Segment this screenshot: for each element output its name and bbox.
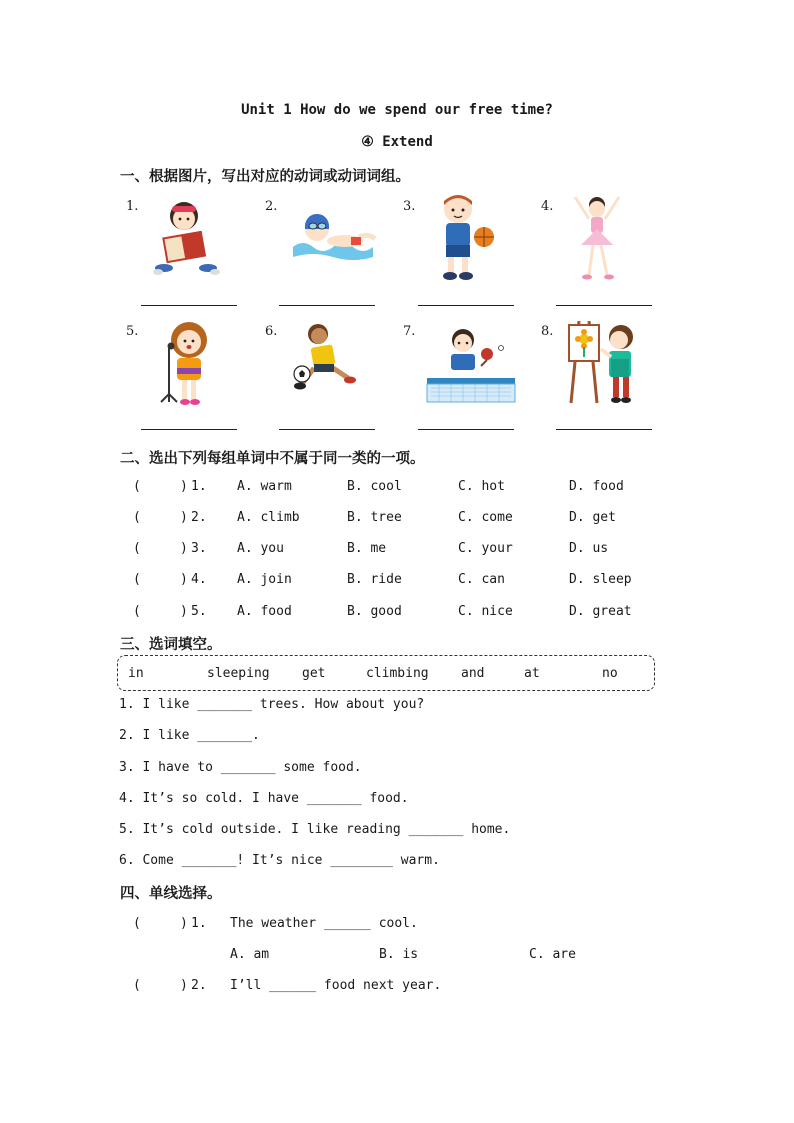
girl-reading-icon (150, 196, 224, 280)
option-c: C. hot (458, 479, 505, 494)
question-number: 3. (191, 541, 207, 556)
item-number: 8. (541, 324, 554, 339)
item-number: 2. (265, 199, 278, 214)
question-number: 4. (191, 572, 207, 587)
option-a: A. warm (237, 479, 292, 494)
option-b: B. me (347, 541, 387, 556)
word-option: and (461, 666, 485, 681)
question-number: 5. (191, 604, 207, 619)
page-title: Unit 1 How do we spend our free time? (241, 102, 553, 118)
answer-blank[interactable] (418, 429, 514, 430)
answer-blank[interactable] (418, 305, 514, 306)
fill-sentence[interactable]: 1. I like _______ trees. How about you? (119, 697, 425, 712)
answer-blank[interactable] (141, 305, 237, 306)
option-c: C. can (458, 572, 505, 587)
fill-sentence[interactable]: 2. I like _______. (119, 728, 260, 743)
word-bank (117, 655, 655, 691)
word-option: no (602, 666, 618, 681)
option-c: C. nice (458, 604, 513, 619)
fill-sentence[interactable]: 3. I have to _______ some food. (119, 760, 362, 775)
answer-blank[interactable] (141, 429, 237, 430)
question-number: 2. (191, 510, 207, 525)
section2-heading: 二、选出下列每组单词中不属于同一类的一项。 (120, 451, 425, 467)
word-option: at (524, 666, 540, 681)
fill-sentence[interactable]: 4. It’s so cold. I have _______ food. (119, 791, 409, 806)
question-stem: I’ll ______ food next year. (230, 978, 442, 993)
option-a: A. join (237, 572, 292, 587)
question-number: 1. (191, 479, 207, 494)
answer-bracket[interactable]: ( ) (133, 510, 188, 525)
fill-sentence[interactable]: 6. Come _______! It’s nice ________ warm. (119, 853, 440, 868)
question-stem: The weather ______ cool. (230, 916, 418, 931)
option-a: A. food (237, 604, 292, 619)
option-a: A. climb (237, 510, 300, 525)
answer-blank[interactable] (279, 305, 375, 306)
girl-singing-icon (149, 318, 221, 408)
item-number: 5. (126, 324, 139, 339)
question-number: 1. (191, 916, 207, 931)
page-subtitle: ④ Extend (361, 134, 433, 150)
boy-pingpong-icon (425, 326, 517, 408)
answer-blank[interactable] (556, 429, 652, 430)
answer-bracket[interactable]: ( ) (133, 916, 188, 931)
option-b: B. cool (347, 479, 402, 494)
word-option: in (128, 666, 144, 681)
question-number: 2. (191, 978, 207, 993)
option-a: A. you (237, 541, 284, 556)
word-option: sleeping (207, 666, 270, 681)
option-c: C. your (458, 541, 513, 556)
option-b: B. tree (347, 510, 402, 525)
answer-bracket[interactable]: ( ) (133, 978, 188, 993)
boy-swimming-icon (289, 207, 377, 265)
answer-bracket[interactable]: ( ) (133, 541, 188, 556)
option-d: D. great (569, 604, 632, 619)
item-number: 1. (126, 199, 139, 214)
section1-heading: 一、根据图片，写出对应的动词或动词词组。 (120, 169, 410, 185)
option-b: B. is (379, 947, 419, 962)
option-d: D. us (569, 541, 609, 556)
section4-heading: 四、单线选择。 (120, 886, 222, 902)
boy-football-icon (290, 320, 364, 402)
answer-blank[interactable] (556, 305, 652, 306)
option-b: B. ride (347, 572, 402, 587)
answer-blank[interactable] (279, 429, 375, 430)
option-d: D. get (569, 510, 616, 525)
item-number: 7. (403, 324, 416, 339)
answer-bracket[interactable]: ( ) (133, 572, 188, 587)
option-d: D. food (569, 479, 624, 494)
word-option: climbing (366, 666, 429, 681)
item-number: 4. (541, 199, 554, 214)
girl-painting-icon (561, 317, 641, 407)
answer-bracket[interactable]: ( ) (133, 604, 188, 619)
option-a: A. am (230, 947, 270, 962)
option-b: B. good (347, 604, 402, 619)
word-option: get (302, 666, 326, 681)
option-d: D. sleep (569, 572, 632, 587)
option-c: C. come (458, 510, 513, 525)
answer-bracket[interactable]: ( ) (133, 479, 188, 494)
item-number: 3. (403, 199, 416, 214)
option-c: C. are (529, 947, 576, 962)
fill-sentence[interactable]: 5. It’s cold outside. I like reading _______ home. (119, 822, 511, 837)
item-number: 6. (265, 324, 278, 339)
girl-dancing-icon (567, 193, 627, 283)
boy-basketball-icon (432, 191, 496, 281)
section3-heading: 三、选词填空。 (120, 637, 222, 653)
